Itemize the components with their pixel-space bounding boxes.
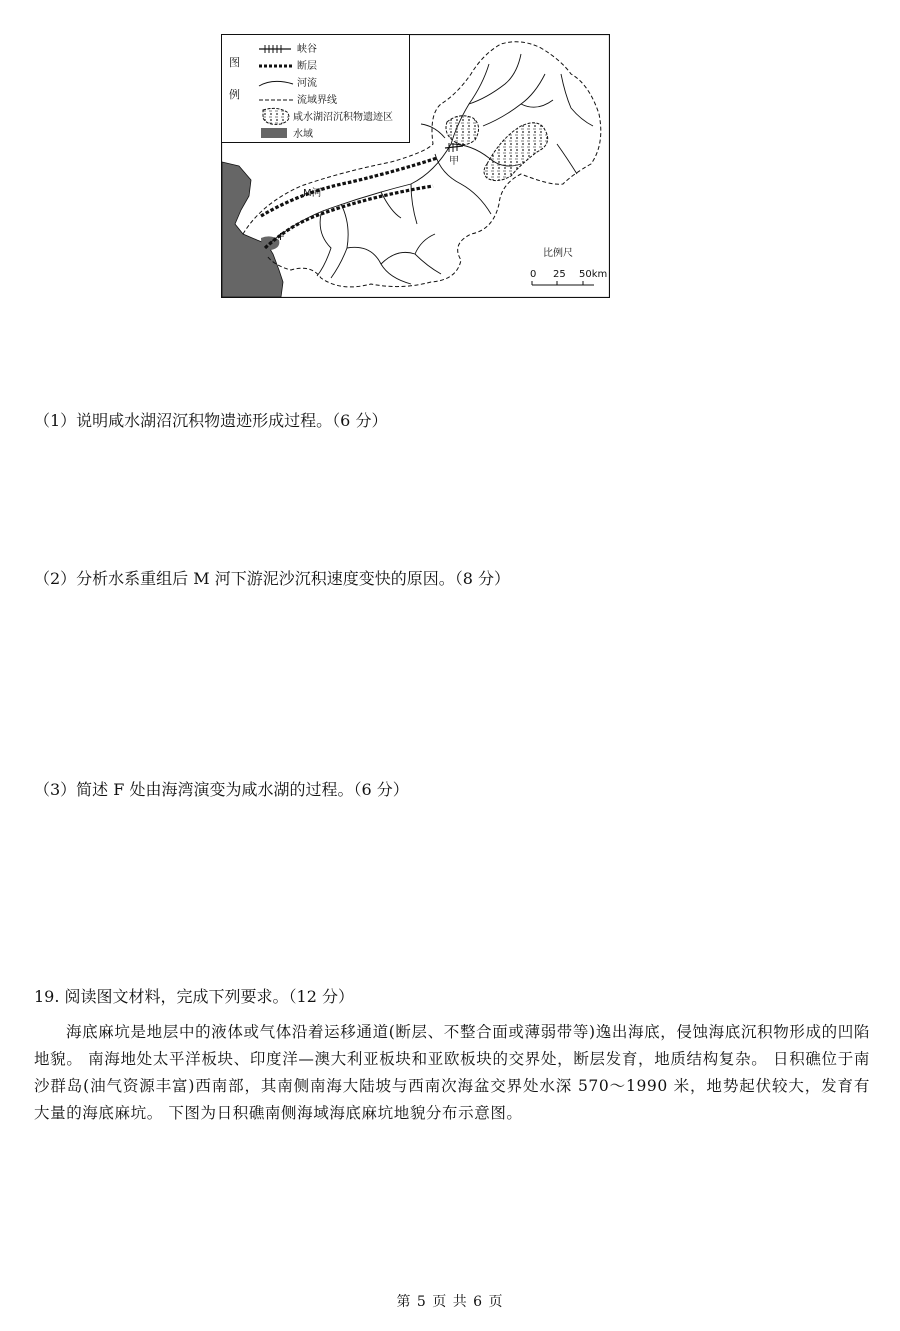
- map-svg: [221, 34, 610, 298]
- saline-lake-deposit-icon: [263, 108, 289, 124]
- question-19-title: 19. 阅读图文材料，完成下列要求。（12 分）: [34, 987, 354, 1006]
- label-f: F: [279, 232, 285, 243]
- scale-tick-25: 25: [553, 269, 566, 280]
- legend-label-canyon: 峡谷: [297, 44, 317, 55]
- legend-label-boundary: 流域界线: [297, 95, 337, 106]
- legend-side-label-2: 例: [229, 88, 240, 101]
- question-3: （3）简述 F 处由海湾演变为咸水湖的过程。（6 分）: [34, 780, 409, 799]
- legend-label-river: 河流: [297, 78, 317, 89]
- scale-title: 比例尺: [543, 248, 573, 259]
- scale-tick-0: 0: [530, 269, 537, 280]
- water-area-icon: [261, 128, 287, 138]
- label-jia: 甲: [449, 156, 459, 167]
- legend-label-fault: 断层: [297, 61, 317, 72]
- page-footer: 第 5 页 共 6 页: [396, 1294, 504, 1310]
- question-19-passage: 海底麻坑是地层中的液体或气体沿着运移通道(断层、不整合面或薄弱带等)逸出海底，侵蚀海底沉积物形成的凹陷地貌。 南海地处太平洋板块、印度洋—澳大利亚板块和亚欧板块的交界处，断层发育，地质结构复杂。 日积礁位于南沙群岛(油气资源丰富)西南部，其南侧南海大陆坡与西南次海盆交界处水深 570～1990 米，地势起伏较大，发育有大量的海底麻坑。 下图为日积礁南侧海域海底麻坑地貌分布示意图。: [34, 1023, 870, 1122]
- question-1: （1）说明咸水湖沼沉积物遗迹形成过程。（6 分）: [34, 411, 388, 430]
- legend-side-label-1: 图: [229, 56, 240, 69]
- legend-label-water: 水域: [293, 129, 313, 140]
- map-figure: [221, 34, 610, 298]
- scale-tick-50km: 50km: [579, 269, 608, 280]
- question-2: （2）分析水系重组后 M 河下游泥沙沉积速度变快的原因。（8 分）: [34, 569, 511, 588]
- label-m-river: M河: [303, 188, 322, 199]
- legend-label-deposit: 咸水湖沼沉积物遗迹区: [293, 112, 393, 123]
